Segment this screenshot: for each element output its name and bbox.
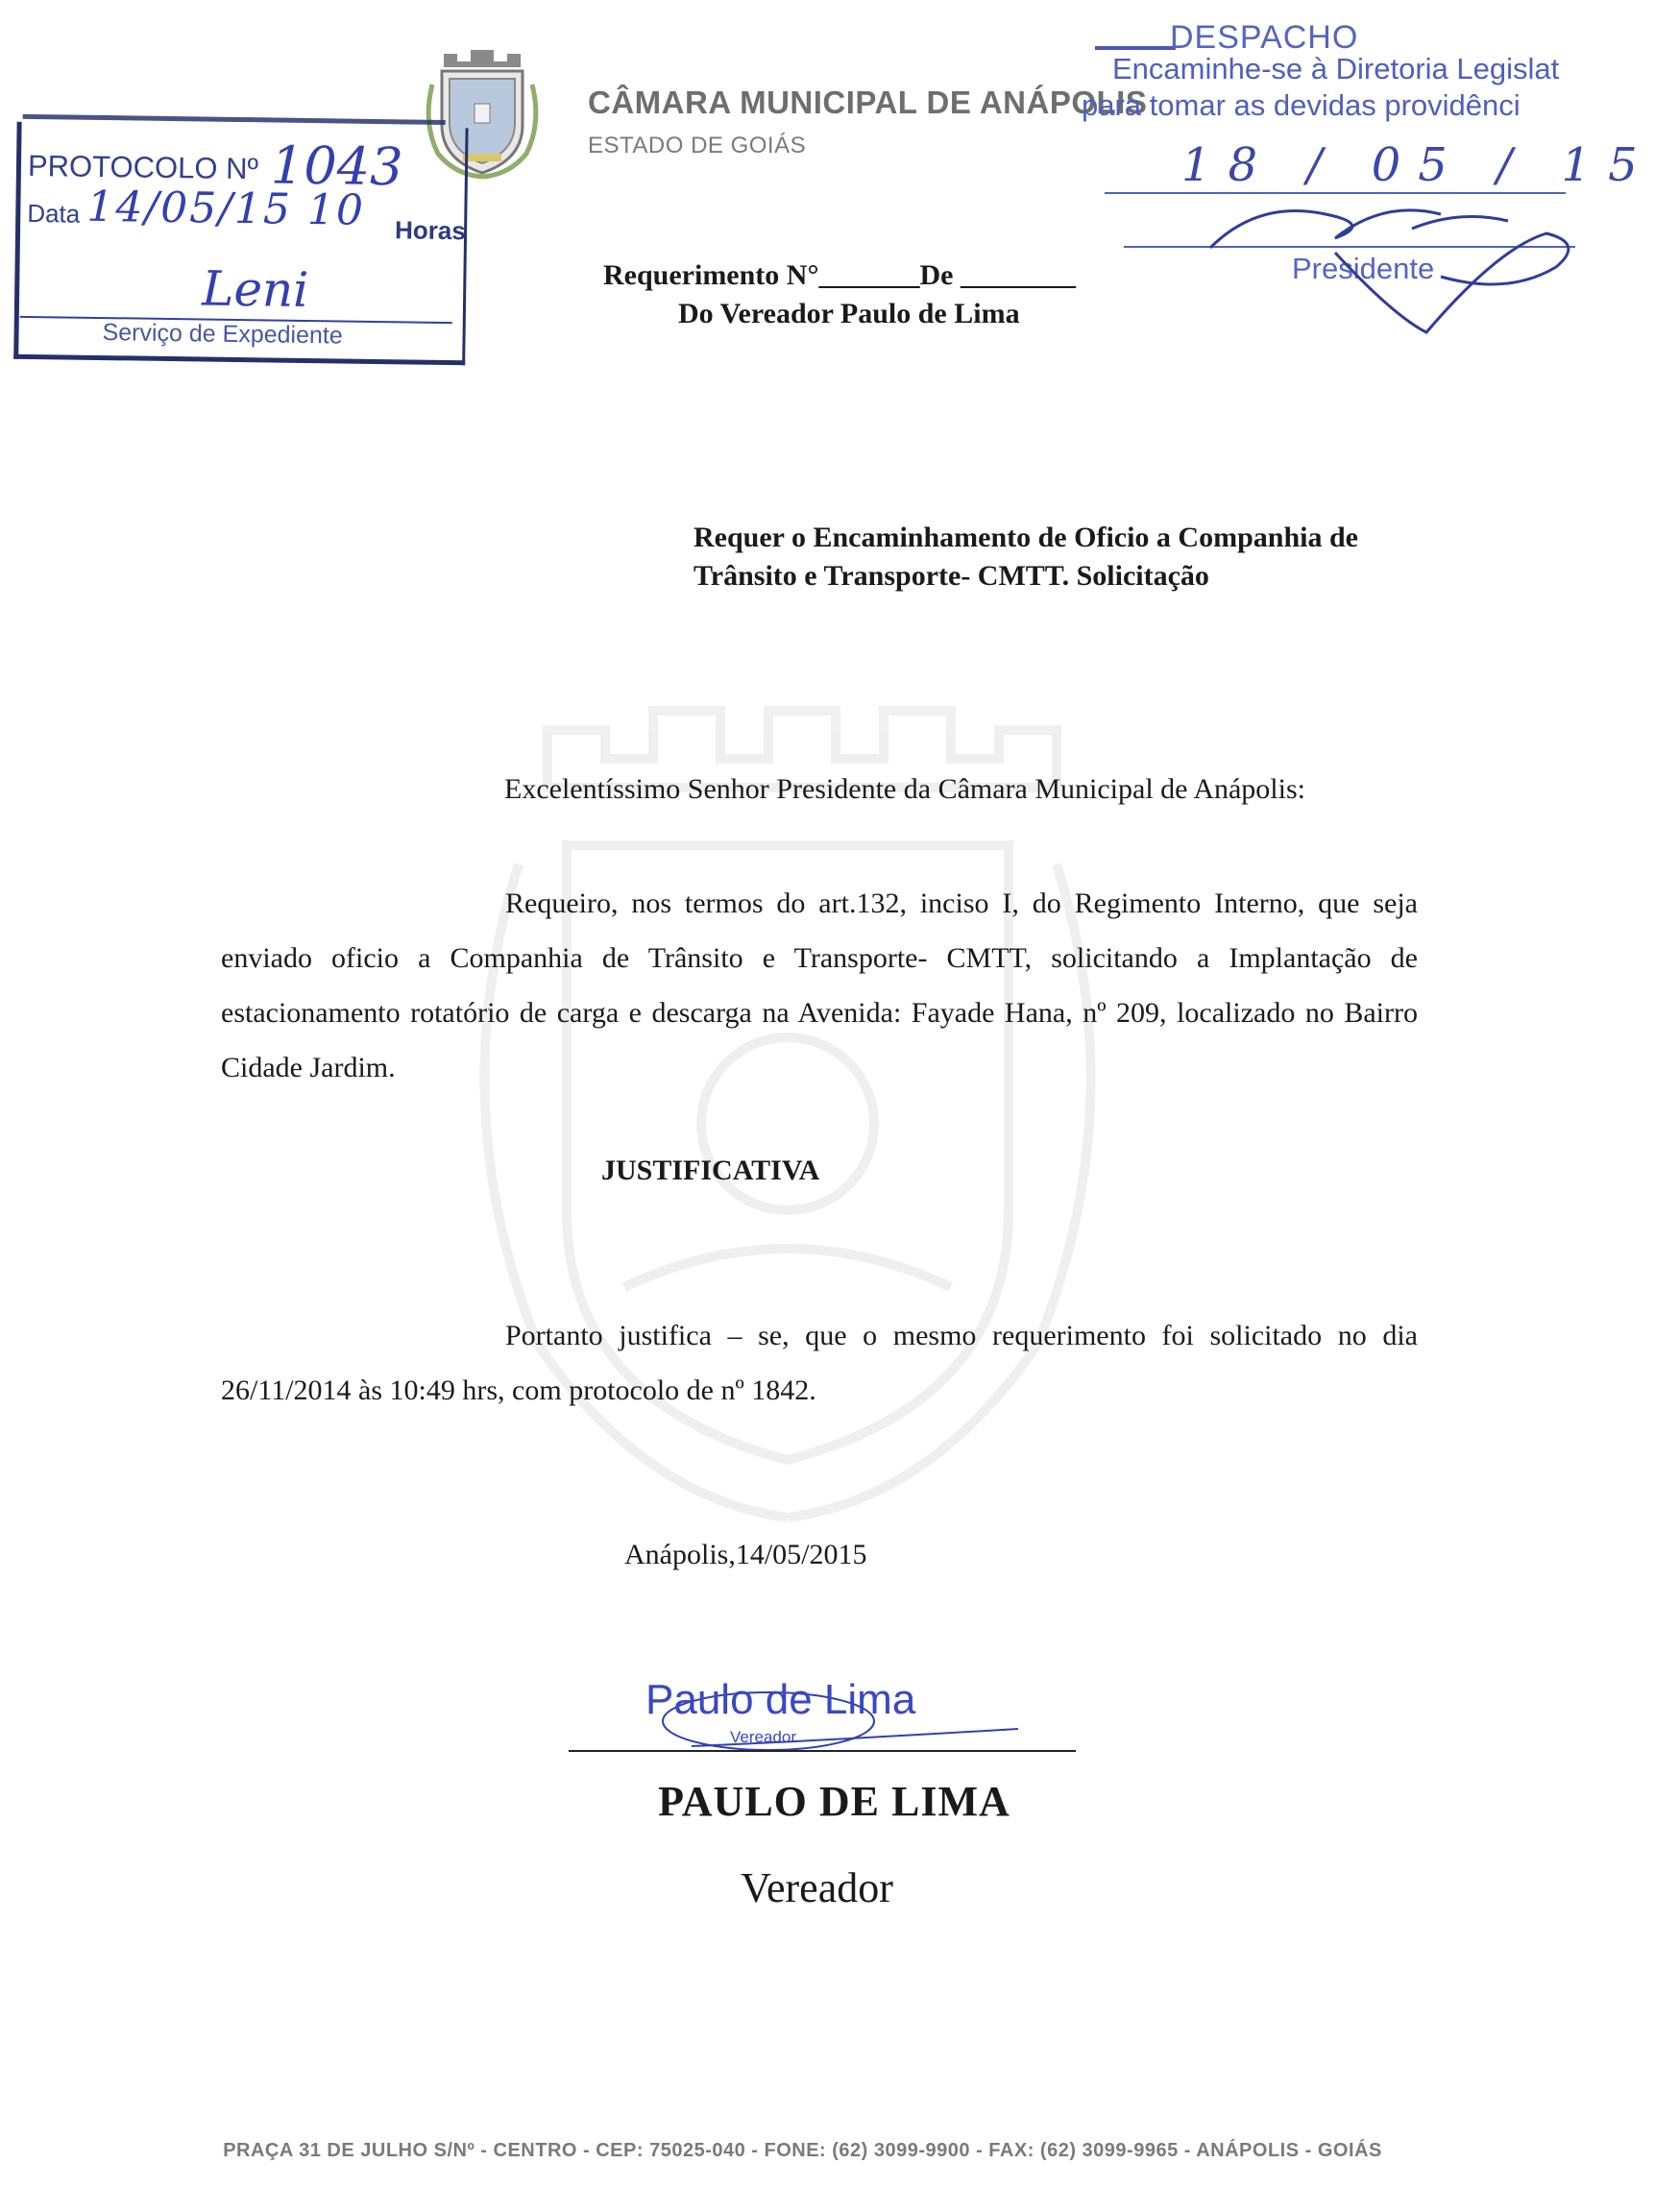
place-and-date: Anápolis,14/05/2015: [624, 1539, 867, 1570]
request-subject: Requer o Encaminhamento de Oficio a Companhia de Trânsito e Transporte- CMTT. Solicitação: [694, 522, 1358, 592]
protocol-time: 10: [306, 184, 366, 235]
protocol-date: 14/05/15 10: [86, 182, 366, 235]
signatory-role: Vereador: [741, 1864, 893, 1911]
despacho-title: DESPACHO: [1170, 19, 1359, 56]
chamber-title: CÂMARA MUNICIPAL DE ANÁPOLIS: [588, 85, 1148, 120]
justification-heading: JUSTIFICATIVA: [601, 1155, 820, 1186]
despacho-date: 18 / 05 / 15: [1181, 138, 1655, 192]
signature-stamp-role: Vereador: [730, 1728, 796, 1746]
request-body: Requeiro, nos termos do art.132, inciso I, do Regimento Interno, que seja enviado oficio a Companhia de Trânsito e Transporte- CMTT, solicitando a Implantação de estacionamento rotatório de carga e descarga na Avenida: Fayade Hana, nº 209, localizado no Bairro Cidade Jardim.: [221, 887, 1418, 1083]
signature-line: [569, 1750, 1076, 1752]
request-author: Do Vereador Paulo de Lima: [678, 298, 1020, 329]
despacho-signature-scribble: [1095, 8, 1586, 334]
salutation: Excelentíssimo Senhor Presidente da Câmara Municipal de Anápolis:: [504, 773, 1305, 805]
signature-stamp: [634, 1652, 1018, 1758]
footer-address: PRAÇA 31 DE JULHO S/Nº - CENTRO - CEP: 75025-040 - FONE: (62) 3099-9900 - FAX: (62) 3099-9965 - ANÁPOLIS - GOIÁS: [223, 2140, 1382, 2161]
despacho-line-1: Encaminhe-se à Diretoria Legislat: [1112, 52, 1560, 85]
state-subtitle: ESTADO DE GOIÁS: [588, 133, 807, 158]
protocol-stamp: [13, 105, 465, 368]
protocol-number: 1043: [270, 134, 403, 198]
despacho-signer: Presidente: [1292, 252, 1435, 285]
justification-body: Portanto justifica – se, que o mesmo requerimento foi solicitado no dia 26/11/2014 às 10:49 hrs, com protocolo de nº 1842.: [221, 1320, 1418, 1406]
protocol-hours-label: Horas: [394, 215, 467, 246]
signature-stamp-name: Paulo de Lima: [645, 1676, 916, 1723]
protocol-department: Serviço de Expediente: [102, 319, 343, 350]
despacho-stamp: [1082, 8, 1655, 334]
despacho-line-2: para tomar as devidas providênci: [1082, 88, 1521, 122]
signatory-name: PAULO DE LIMA: [658, 1778, 1010, 1825]
request-number-line: Requerimento N°_______De ________: [603, 259, 1076, 291]
protocol-label: PROTOCOLO Nº: [27, 148, 259, 186]
protocol-date-label: Data: [27, 198, 81, 229]
protocol-initials: Leni: [201, 260, 309, 319]
